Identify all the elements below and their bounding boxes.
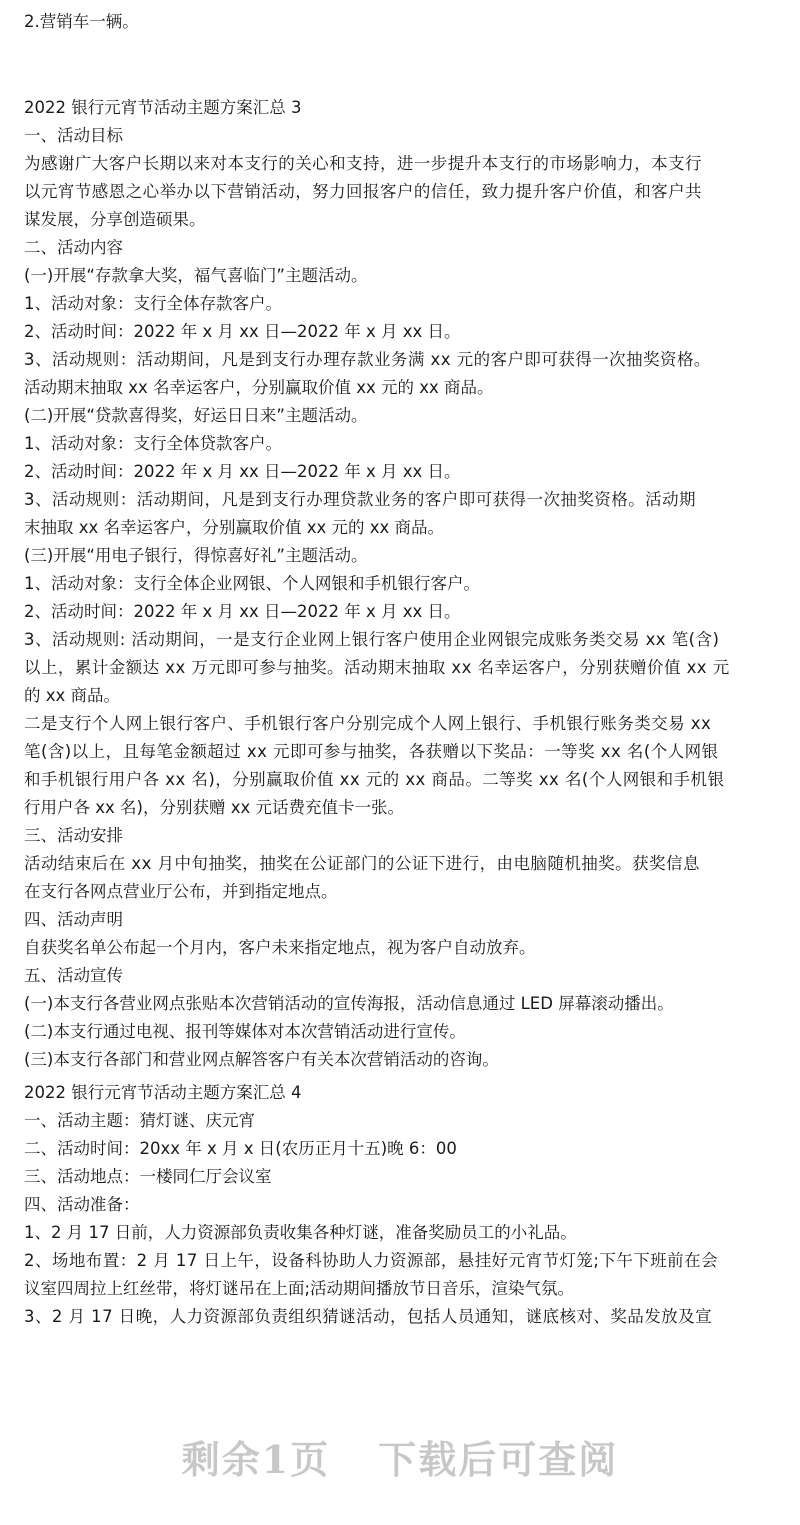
text-line: 3、活动规则：活动期间，凡是到支行办理存款业务满 xx 元的客户即可获得一次抽奖资格。 [24, 350, 711, 369]
download-to-view-label: 下载后可查阅 [378, 1437, 619, 1482]
text-line: 笔(含)以上，且每笔金额超过 xx 元即可参与抽奖，各获赠以下奖品：一等奖 xx 名(个人网银 [24, 742, 719, 761]
text-line: 谋发展，分享创造硕果。 [24, 210, 206, 229]
text-line: 为感谢广大客户长期以来对本支行的关心和支持，进一步提升本支行的市场影响力，本支行 [24, 154, 702, 173]
text-line: 和手机银行用户各 xx 名)，分别赢取价值 xx 元的 xx 商品。二等奖 xx 名(个人网银和手机银 [24, 770, 725, 789]
text-line: 三、活动地点：一楼同仁厅会议室 [24, 1167, 272, 1186]
text-line: 二、活动时间：20xx 年 x 月 x 日(农历正月十五)晚 6：00 [24, 1139, 457, 1158]
text-line: (三)开展“用电子银行，得惊喜好礼”主题活动。 [24, 546, 368, 565]
text-line: 的 xx 商品。 [24, 686, 121, 705]
text-line: 四、活动准备： [24, 1195, 140, 1214]
section-title-4: 2022 银行元宵节活动主题方案汇总 4 [24, 1083, 302, 1102]
text-line: 1、活动对象：支行全体贷款客户。 [24, 434, 282, 453]
text-line: 一、活动目标 [24, 126, 123, 145]
text-line: 末抽取 xx 名幸运客户，分别赢取价值 xx 元的 xx 商品。 [24, 518, 445, 537]
text-line: 议室四周拉上红丝带，将灯谜吊在上面;活动期间播放节日音乐，渲染气氛。 [24, 1279, 575, 1298]
text-line: 四、活动声明 [24, 910, 123, 929]
text-line: (三)本支行各部门和营业网点解答客户有关本次营销活动的咨询。 [24, 1050, 499, 1069]
vehicle-line: 2.营销车一辆。 [24, 12, 139, 31]
text-line: 3、活动规则: 活动期间，一是支行企业网上银行客户使用企业网银完成账务类交易 xx 笔(含) [24, 630, 720, 649]
text-line: 一、活动主题：猜灯谜、庆元宵 [24, 1111, 255, 1130]
remaining-pages-label: 剩余1页 [181, 1437, 331, 1482]
text-line: 活动结束后在 xx 月中旬抽奖，抽奖在公证部门的公证下进行，由电脑随机抽奖。获奖信息 [24, 854, 700, 873]
text-line: 行用户各 xx 名)，分别获赠 xx 元话费充值卡一张。 [24, 798, 404, 817]
text-line: 3、活动规则：活动期间，凡是到支行办理贷款业务的客户即可获得一次抽奖资格。活动期 [24, 490, 696, 509]
text-line: (二)本支行通过电视、报刊等媒体对本次营销活动进行宣传。 [24, 1022, 466, 1041]
text-line: 2、活动时间：2022 年 x 月 xx 日—2022 年 x 月 xx 日。 [24, 602, 461, 621]
text-line: 活动期末抽取 xx 名幸运客户，分别赢取价值 xx 元的 xx 商品。 [24, 378, 494, 397]
text-line: 1、2 月 17 日前，人力资源部负责收集各种灯谜，准备奖励员工的小礼品。 [24, 1223, 577, 1242]
text-line: 2、场地布置：2 月 17 日上午，设备科协助人力资源部，悬挂好元宵节灯笼;下午下班前在会 [24, 1251, 719, 1270]
text-line: 2、活动时间：2022 年 x 月 xx 日—2022 年 x 月 xx 日。 [24, 462, 461, 481]
text-line: 以元宵节感恩之心举办以下营销活动，努力回报客户的信任，致力提升客户价值，和客户共 [24, 182, 702, 201]
text-line: 二是支行个人网上银行客户、手机银行客户分别完成个人网上银行、手机银行账务类交易 xx [24, 714, 712, 733]
section-title-3: 2022 银行元宵节活动主题方案汇总 3 [24, 98, 302, 117]
text-line: 五、活动宣传 [24, 966, 123, 985]
text-line: 3、2 月 17 日晚，人力资源部负责组织猜谜活动，包括人员通知，谜底核对、奖品发放及宣 [24, 1307, 713, 1326]
text-line: (二)开展“贷款喜得奖，好运日日来”主题活动。 [24, 406, 368, 425]
text-line: 2、活动时间：2022 年 x 月 xx 日—2022 年 x 月 xx 日。 [24, 322, 461, 341]
text-line: 二、活动内容 [24, 238, 123, 257]
text-line: 自获奖名单公布起一个月内，客户未来指定地点，视为客户自动放弃。 [24, 938, 536, 957]
text-line: (一)开展“存款拿大奖，福气喜临门”主题活动。 [24, 266, 368, 285]
text-line: 三、活动安排 [24, 826, 123, 845]
download-prompt-banner [0, 1428, 800, 1492]
text-line: (一)本支行各营业网点张贴本次营销活动的宣传海报，活动信息通过 LED 屏幕滚动播出。 [24, 994, 674, 1013]
text-line: 在支行各网点营业厅公布，并到指定地点。 [24, 882, 338, 901]
text-line: 1、活动对象：支行全体存款客户。 [24, 294, 282, 313]
text-line: 1、活动对象：支行全体企业网银、个人网银和手机银行客户。 [24, 574, 480, 593]
text-line: 以上，累计金额达 xx 万元即可参与抽奖。活动期末抽取 xx 名幸运客户，分别获赠价值 xx 元 [24, 658, 730, 677]
